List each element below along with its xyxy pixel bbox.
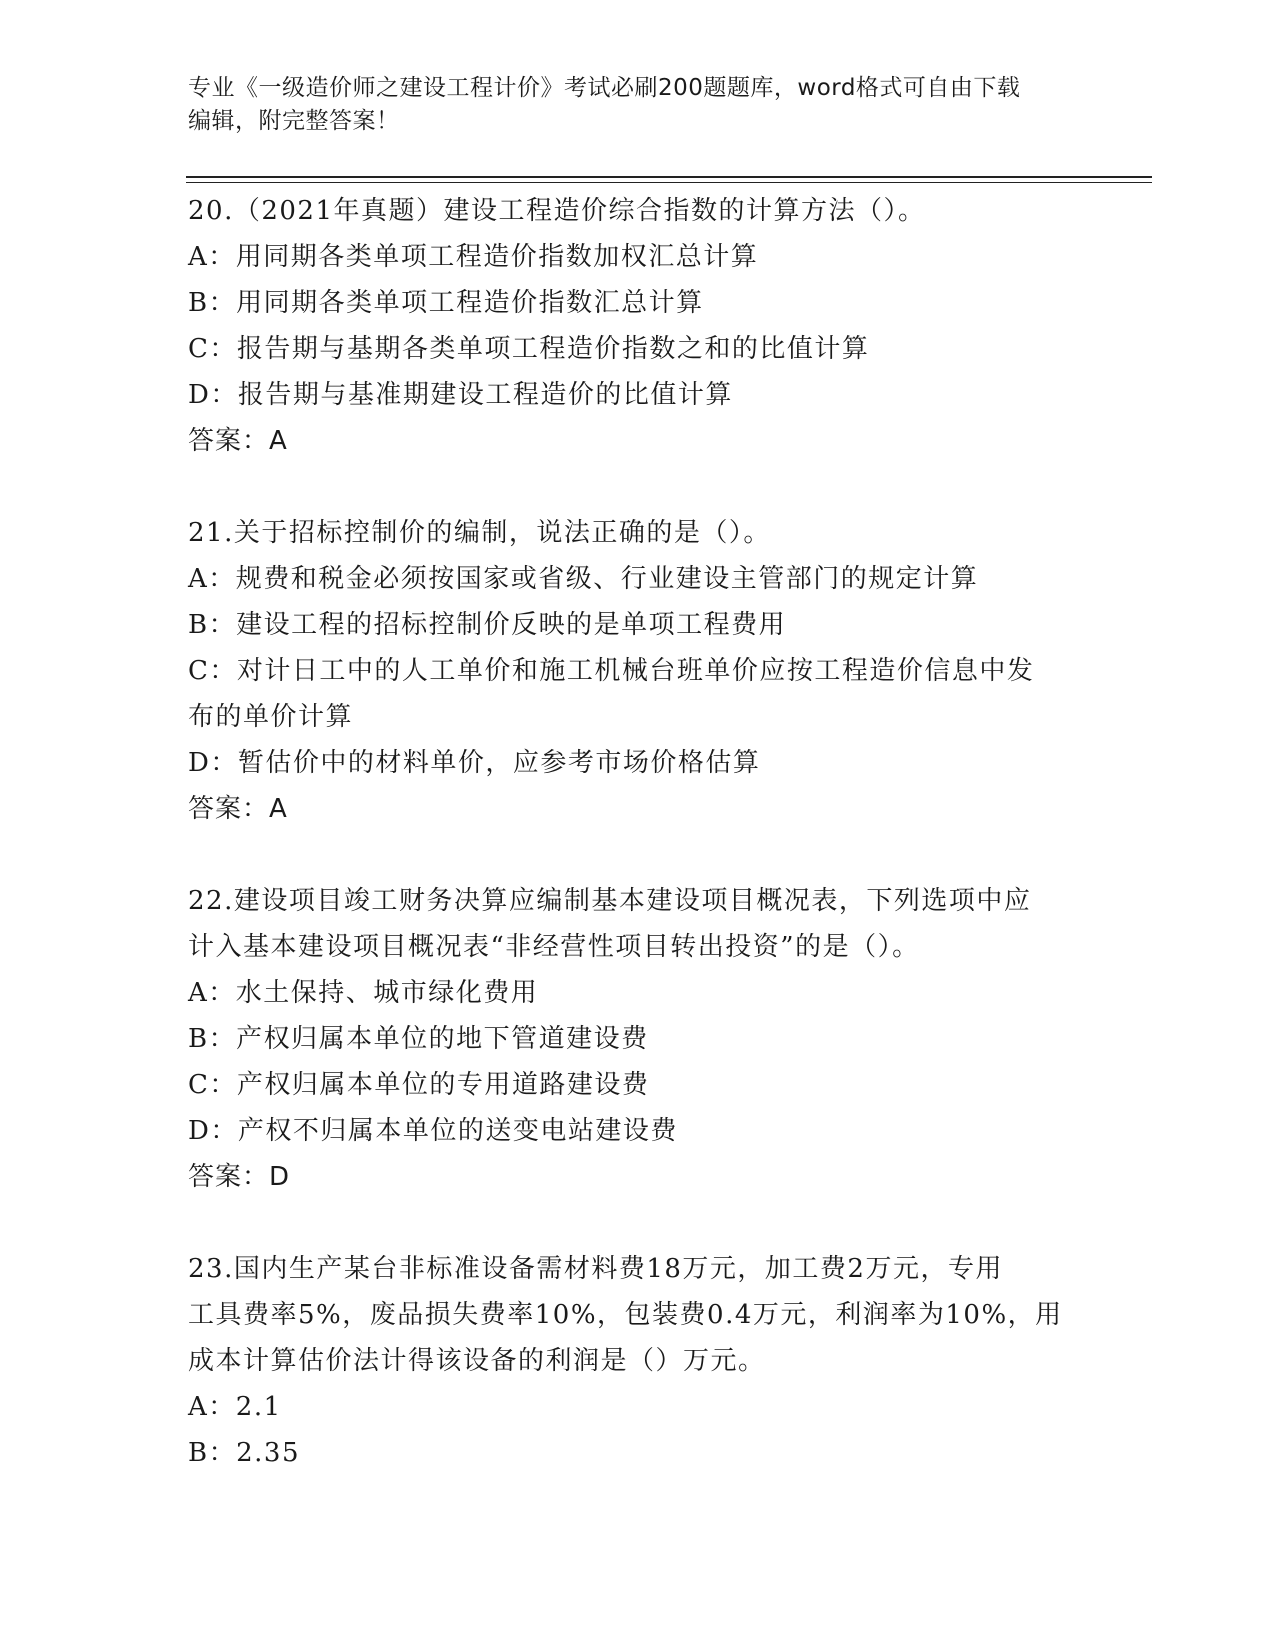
header-line-2: 编辑，附完整答案！: [188, 108, 400, 134]
question-stem-line: 20.（2021年真题）建设工程造价综合指数的计算方法（）。: [188, 196, 926, 226]
option-line: A：水土保持、城市绿化费用: [188, 978, 539, 1008]
header-line-1: 专业《一级造价师之建设工程计价》考试必刷200题题库，word格式可自由下载: [188, 75, 1021, 101]
question-block: [188, 878, 1088, 1200]
header-rule-thin: [186, 182, 1152, 183]
option-line: B：建设工程的招标控制价反映的是单项工程费用: [188, 610, 787, 640]
option-line: B：用同期各类单项工程造价指数汇总计算: [188, 288, 704, 318]
question-list: [188, 188, 1088, 1476]
option-line: D：产权不归属本单位的送变电站建设费: [188, 1116, 678, 1146]
option-line: A：2.1: [188, 1392, 282, 1422]
header-rule-thick: [186, 176, 1152, 178]
option-line: C：对计日工中的人工单价和施工机械台班单价应按工程造价信息中发: [188, 656, 1035, 686]
question-spacer: [188, 464, 1088, 510]
question-stem-line: 计入基本建设项目概况表“非经营性项目转出投资”的是（）。: [188, 932, 920, 962]
question-block: [188, 510, 1088, 832]
option-line: A：规费和税金必须按国家或省级、行业建设主管部门的规定计算: [188, 564, 979, 594]
document-header: [188, 72, 1088, 138]
option-line: B：2.35: [188, 1438, 300, 1468]
question-spacer: [188, 1200, 1088, 1246]
option-line: D：暂估价中的材料单价，应参考市场价格估算: [188, 748, 761, 778]
question-block: [188, 188, 1088, 464]
question-stem-line: 23.国内生产某台非标准设备需材料费18万元，加工费2万元，专用: [188, 1254, 1003, 1284]
option-line: B：产权归属本单位的地下管道建设费: [188, 1024, 649, 1054]
question-spacer: [188, 832, 1088, 878]
answer-line: 答案：A: [188, 426, 288, 456]
option-line: C：报告期与基期各类单项工程造价指数之和的比值计算: [188, 334, 870, 364]
answer-line: 答案：D: [188, 1162, 291, 1192]
option-line: D：报告期与基准期建设工程造价的比值计算: [188, 380, 733, 410]
answer-line: 答案：A: [188, 794, 288, 824]
option-line: C：产权归属本单位的专用道路建设费: [188, 1070, 650, 1100]
question-block: [188, 1246, 1088, 1476]
question-stem-line: 成本计算估价法计得该设备的利润是（）万元。: [188, 1346, 766, 1376]
question-stem-line: 工具费率5%，废品损失费率10%，包装费0.4万元，利润率为10%，用: [188, 1300, 1063, 1330]
question-stem-line: 22.建设项目竣工财务决算应编制基本建设项目概况表，下列选项中应: [188, 886, 1032, 916]
option-line: 布的单价计算: [188, 702, 354, 732]
option-line: A：用同期各类单项工程造价指数加权汇总计算: [188, 242, 759, 272]
question-stem-line: 21.关于招标控制价的编制，说法正确的是（）。: [188, 518, 771, 548]
